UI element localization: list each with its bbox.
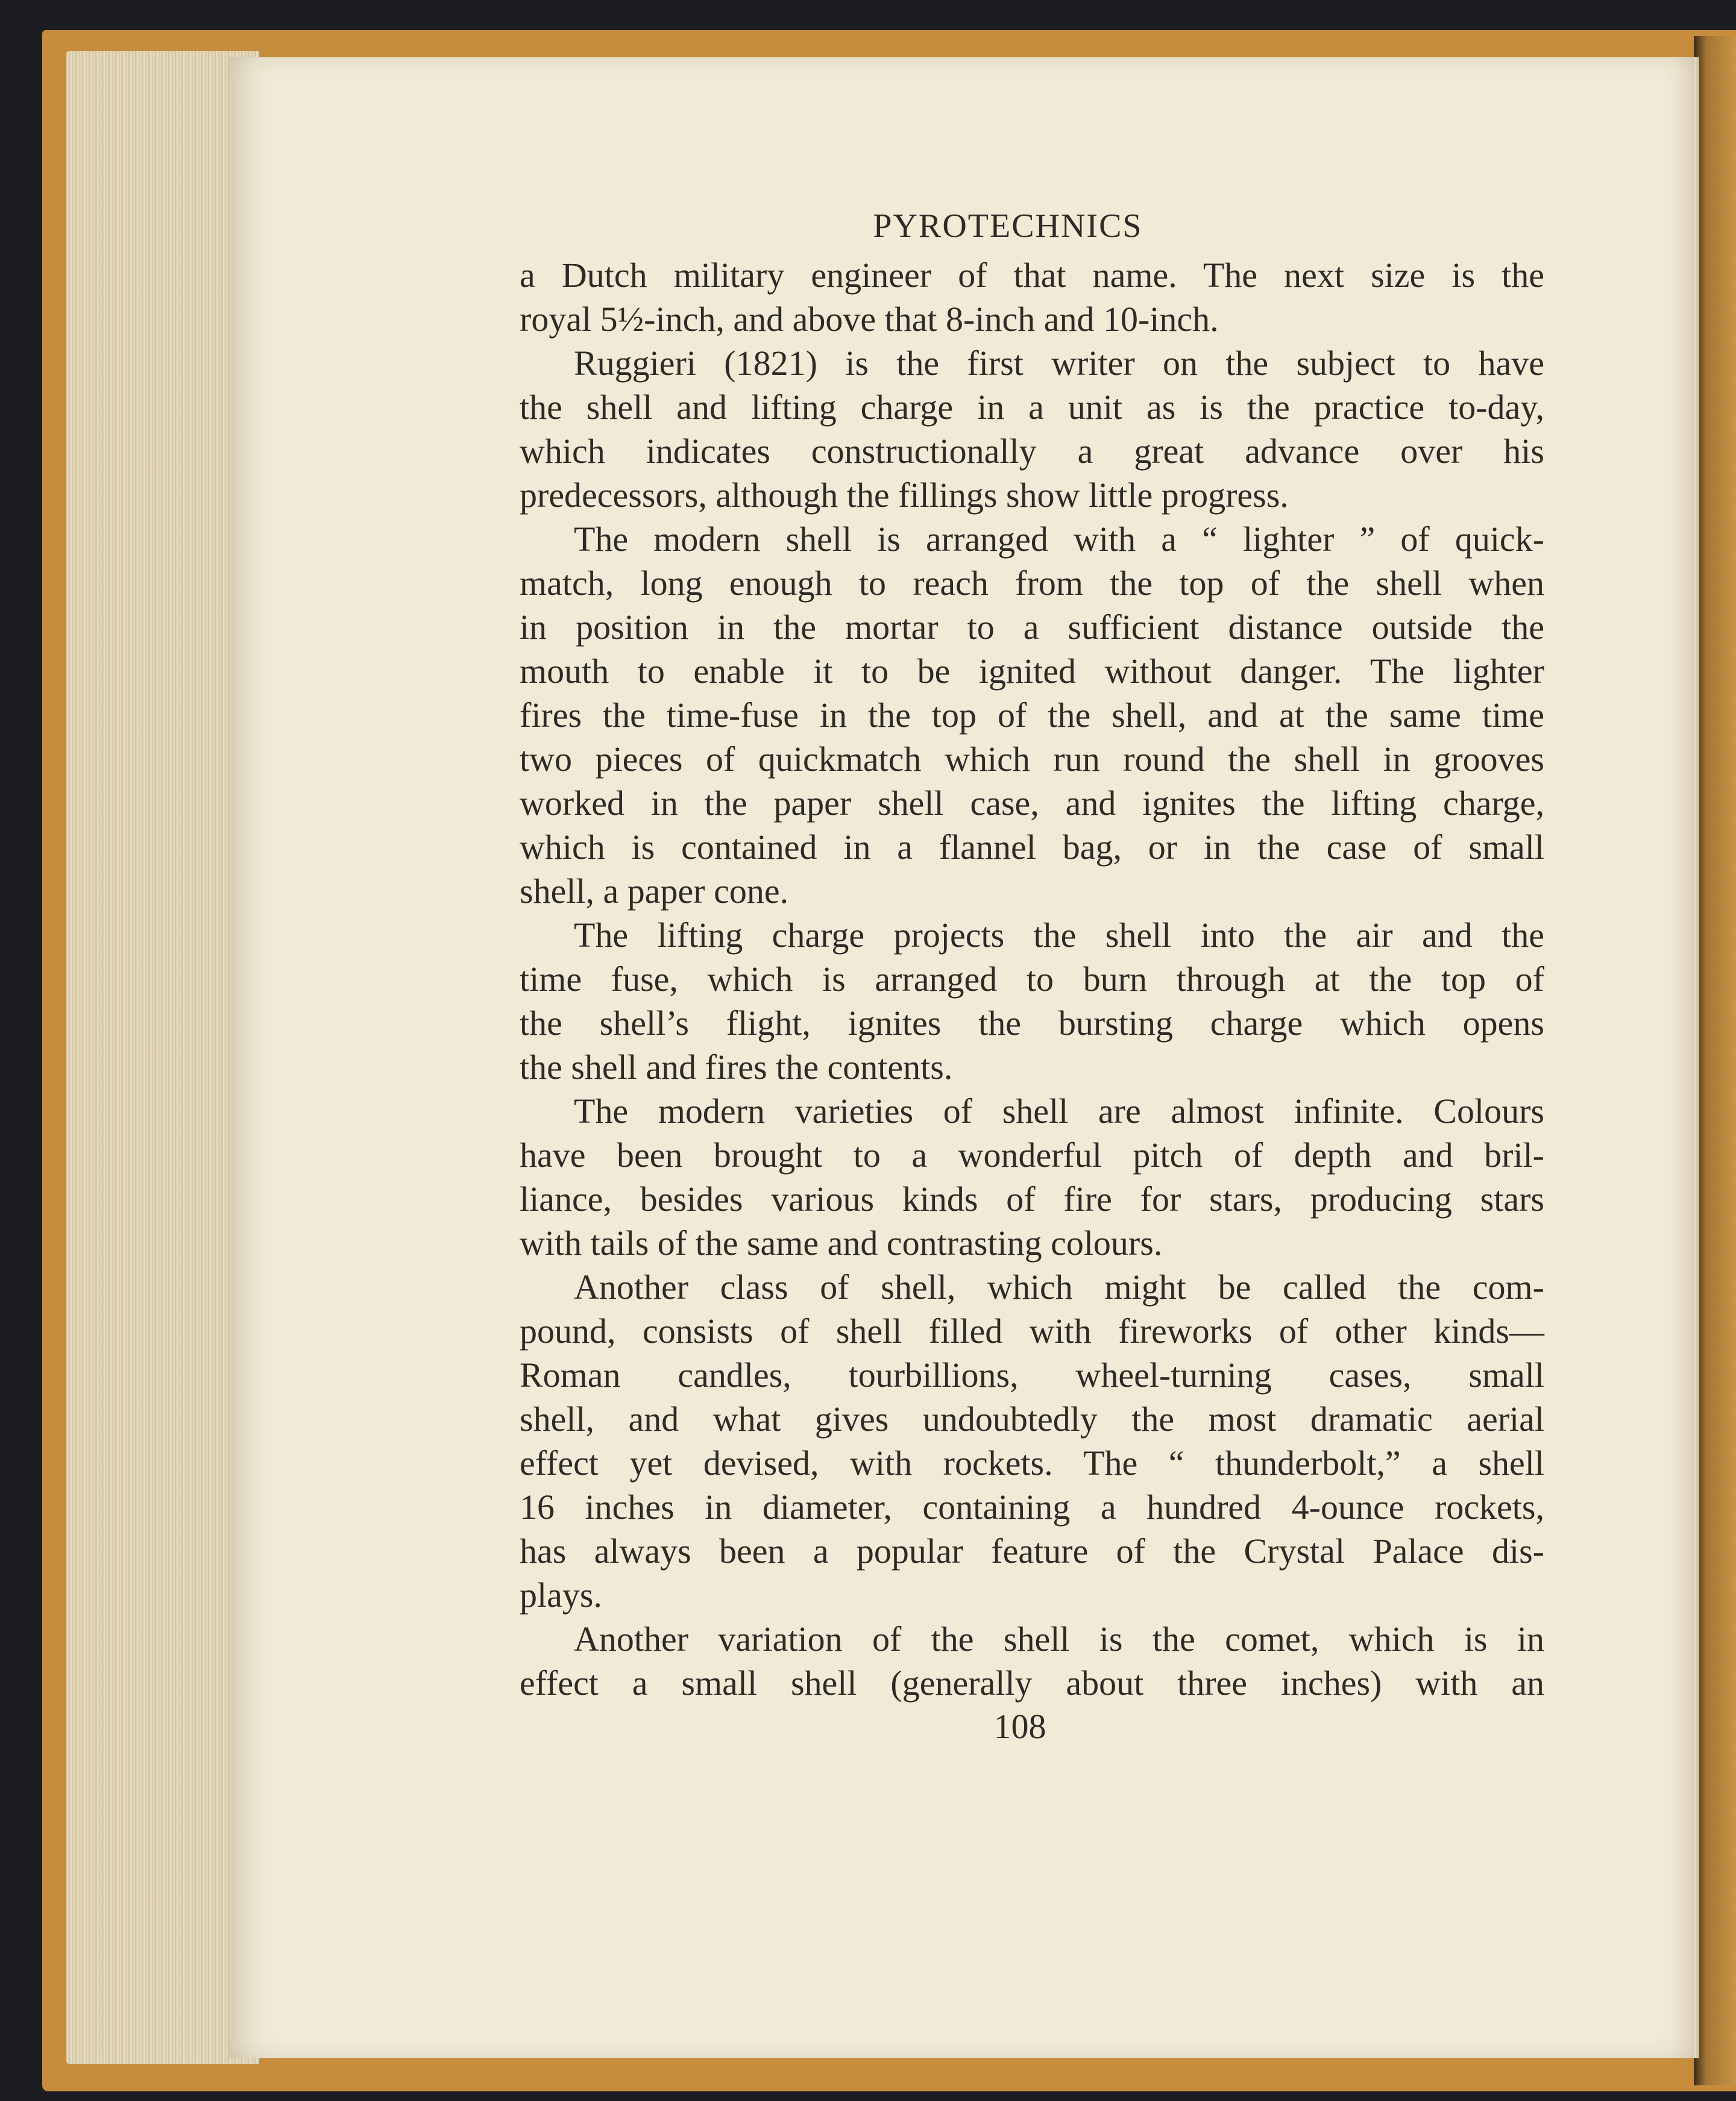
- text-line: Another variation of the shell is the comet, which is in: [574, 1619, 1544, 1659]
- text-line: match, long enough to reach from the top of the shell when: [520, 564, 1544, 603]
- text-line: in position in the mortar to a sufficient distance outside the: [520, 608, 1544, 647]
- text-line: which is contained in a flannel bag, or in the case of small: [520, 828, 1544, 867]
- text-line: the shell and lifting charge in a unit as is the practice to-day,: [520, 388, 1544, 427]
- text-line: fires the time-fuse in the top of the shell, and at the same time: [520, 696, 1544, 735]
- text-line: predecessors, although the fillings show little progress.: [520, 476, 1289, 515]
- text-line: liance, besides various kinds of fire for stars, producing stars: [520, 1179, 1544, 1219]
- text-line: time fuse, which is arranged to burn through at the top of: [520, 959, 1544, 999]
- text-line: a Dutch military engineer of that name. The next size is the: [520, 256, 1544, 295]
- text-line: with tails of the same and contrasting colours.: [520, 1223, 1163, 1263]
- text-line: Roman candles, tourbillions, wheel-turning cases, small: [520, 1355, 1544, 1395]
- text-line: have been brought to a wonderful pitch of depth and bril-: [520, 1135, 1544, 1175]
- text-line: the shell and fires the contents.: [520, 1047, 953, 1087]
- text-line: has always been a popular feature of the Crystal Palace dis-: [520, 1531, 1544, 1571]
- text-line: The modern shell is arranged with a “ lighter ” of quick-: [574, 520, 1544, 559]
- text-line: plays.: [520, 1575, 602, 1615]
- running-head: PYROTECHNICS: [873, 207, 1143, 245]
- text-line: worked in the paper shell case, and ignites the lifting charge,: [520, 784, 1544, 823]
- text-line: effect a small shell (generally about three inches) with an: [520, 1663, 1544, 1703]
- text-line: Another class of shell, which might be called the com-: [574, 1267, 1544, 1307]
- text-line: 16 inches in diameter, containing a hundred 4-ounce rockets,: [520, 1487, 1544, 1527]
- page-number: 108: [993, 1707, 1046, 1746]
- text-line: the shell’s flight, ignites the bursting charge which opens: [520, 1003, 1544, 1043]
- text-line: which indicates constructionally a great advance over his: [520, 432, 1544, 471]
- text-line: The lifting charge projects the shell into the air and the: [574, 915, 1544, 955]
- book-cover-edge: [1694, 36, 1736, 2085]
- text-line: The modern varieties of shell are almost infinite. Colours: [574, 1091, 1544, 1131]
- text-line: shell, a paper cone.: [520, 871, 789, 911]
- text-line: two pieces of quickmatch which run round the shell in grooves: [520, 740, 1544, 779]
- page-text: [520, 199, 1544, 1745]
- text-line: pound, consists of shell filled with fireworks of other kinds—: [520, 1311, 1544, 1351]
- text-line: effect yet devised, with rockets. The “ thunderbolt,” a shell: [520, 1443, 1544, 1483]
- text-line: shell, and what gives undoubtedly the most dramatic aerial: [520, 1399, 1544, 1439]
- text-line: Ruggieri (1821) is the first writer on the subject to have: [574, 344, 1544, 383]
- text-line: mouth to enable it to be ignited without danger. The lighter: [520, 652, 1544, 691]
- text-line: royal 5½-inch, and above that 8-inch and 10-inch.: [520, 300, 1219, 339]
- body-text: [520, 253, 1544, 1705]
